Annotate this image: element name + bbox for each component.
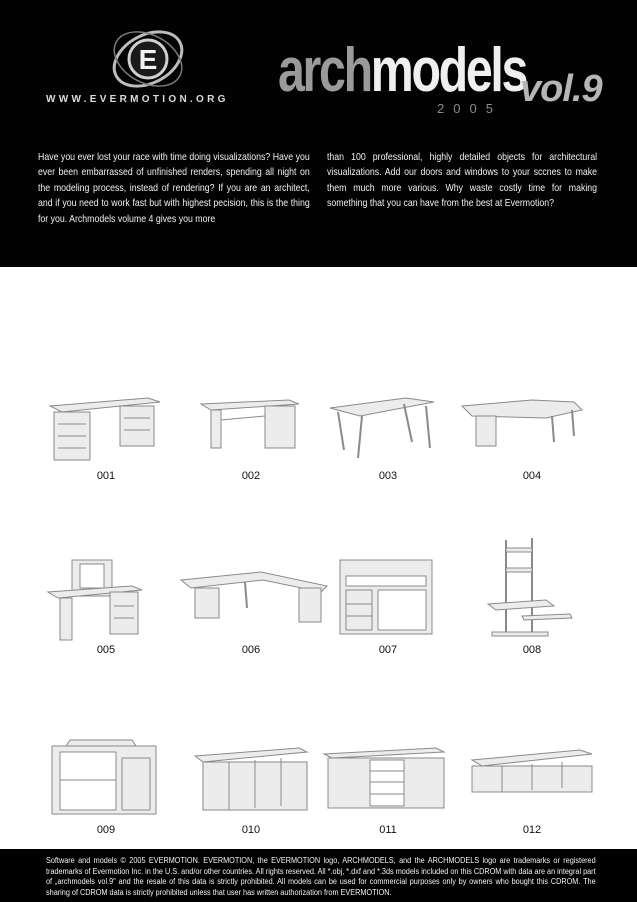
legal-notice: Software and models © 2005 EVERMOTION. EVERMOTION, the EVERMOTION logo, ARCHMODELS, and the ARCHMODELS logo are trademarks or registered trademarks of Evermotion Inc. in the U.S. and/or other countries. All rights reserved. All *.obj, *.dxf and *.3ds models included on this CDROM with data are an integral part of „archmodels vol.9" and the resale of this data is strictly prohibited. All models can be used for commercial purposes only by owners who bought this CDROM. The sharing of CDROM data is strictly prohibited unless that user has written authorization from EVERMOTION. xyxy=(46,856,596,897)
sideboard-drawers-icon xyxy=(318,740,458,820)
product-code: 011 xyxy=(379,824,397,836)
product-code: 004 xyxy=(522,470,542,482)
intro-text-right: than 100 professional, highly detailed objects for architectural visualizations. Add our doors and windows to your sccnes to make them much more various. Why waste costly time for making something that you can have from the best at Evermotion? xyxy=(327,152,598,210)
year-label: 2005 xyxy=(437,101,502,116)
product-item[interactable] xyxy=(462,386,602,486)
product-code: 008 xyxy=(522,644,542,656)
computer-desk-hutch-icon xyxy=(36,560,176,640)
product-code: 012 xyxy=(522,824,542,836)
tv-cabinet-icon xyxy=(36,740,176,820)
product-item[interactable] xyxy=(462,560,602,660)
product-code: 005 xyxy=(96,644,116,656)
evermotion-logo-icon xyxy=(108,22,188,96)
volume-label: vol.9 xyxy=(520,68,602,110)
product-code: 001 xyxy=(96,470,116,482)
header-banner xyxy=(0,0,637,267)
tower-computer-desk-icon xyxy=(462,560,602,640)
product-code: 009 xyxy=(96,824,116,836)
product-item[interactable] xyxy=(318,386,458,486)
intro-text-left: Have you ever lost your race with time doing visualizations? Have you ever been embarrassed of unfinished renders, spending all night on the modeling process, instead of rendering? If you are an architect, and if you need to work fast but with highest pecision, this is the thing for you. Archmodels volume 4 gives you more xyxy=(38,152,310,225)
product-code: 007 xyxy=(378,644,398,656)
l-shaped-desk-icon xyxy=(181,560,321,640)
website-url[interactable]: WWW.EVERMOTION.ORG xyxy=(46,94,229,105)
product-code: 002 xyxy=(241,470,261,482)
desk-single-pedestal-icon xyxy=(181,386,321,466)
product-item[interactable] xyxy=(36,740,176,840)
product-code: 003 xyxy=(378,470,398,482)
low-cabinet-icon xyxy=(462,740,602,820)
product-code: 010 xyxy=(241,824,261,836)
desk-double-pedestal-icon xyxy=(36,386,176,466)
sideboard-icon xyxy=(181,740,321,820)
product-item[interactable] xyxy=(36,386,176,486)
product-item[interactable] xyxy=(36,560,176,660)
logo-letter: E xyxy=(138,44,158,75)
product-item[interactable] xyxy=(318,560,458,660)
product-item[interactable] xyxy=(462,740,602,840)
corner-desk-icon xyxy=(462,386,602,466)
product-item[interactable] xyxy=(181,386,321,486)
product-item[interactable] xyxy=(318,740,458,840)
product-item[interactable] xyxy=(181,740,321,840)
brand-arch: arch xyxy=(278,36,371,105)
brand-models: models xyxy=(370,36,527,105)
archmodels-wordmark xyxy=(278,36,618,122)
product-code: 006 xyxy=(241,644,261,656)
table-icon xyxy=(318,386,458,466)
computer-cabinet-icon xyxy=(318,560,458,640)
product-item[interactable] xyxy=(181,560,321,660)
